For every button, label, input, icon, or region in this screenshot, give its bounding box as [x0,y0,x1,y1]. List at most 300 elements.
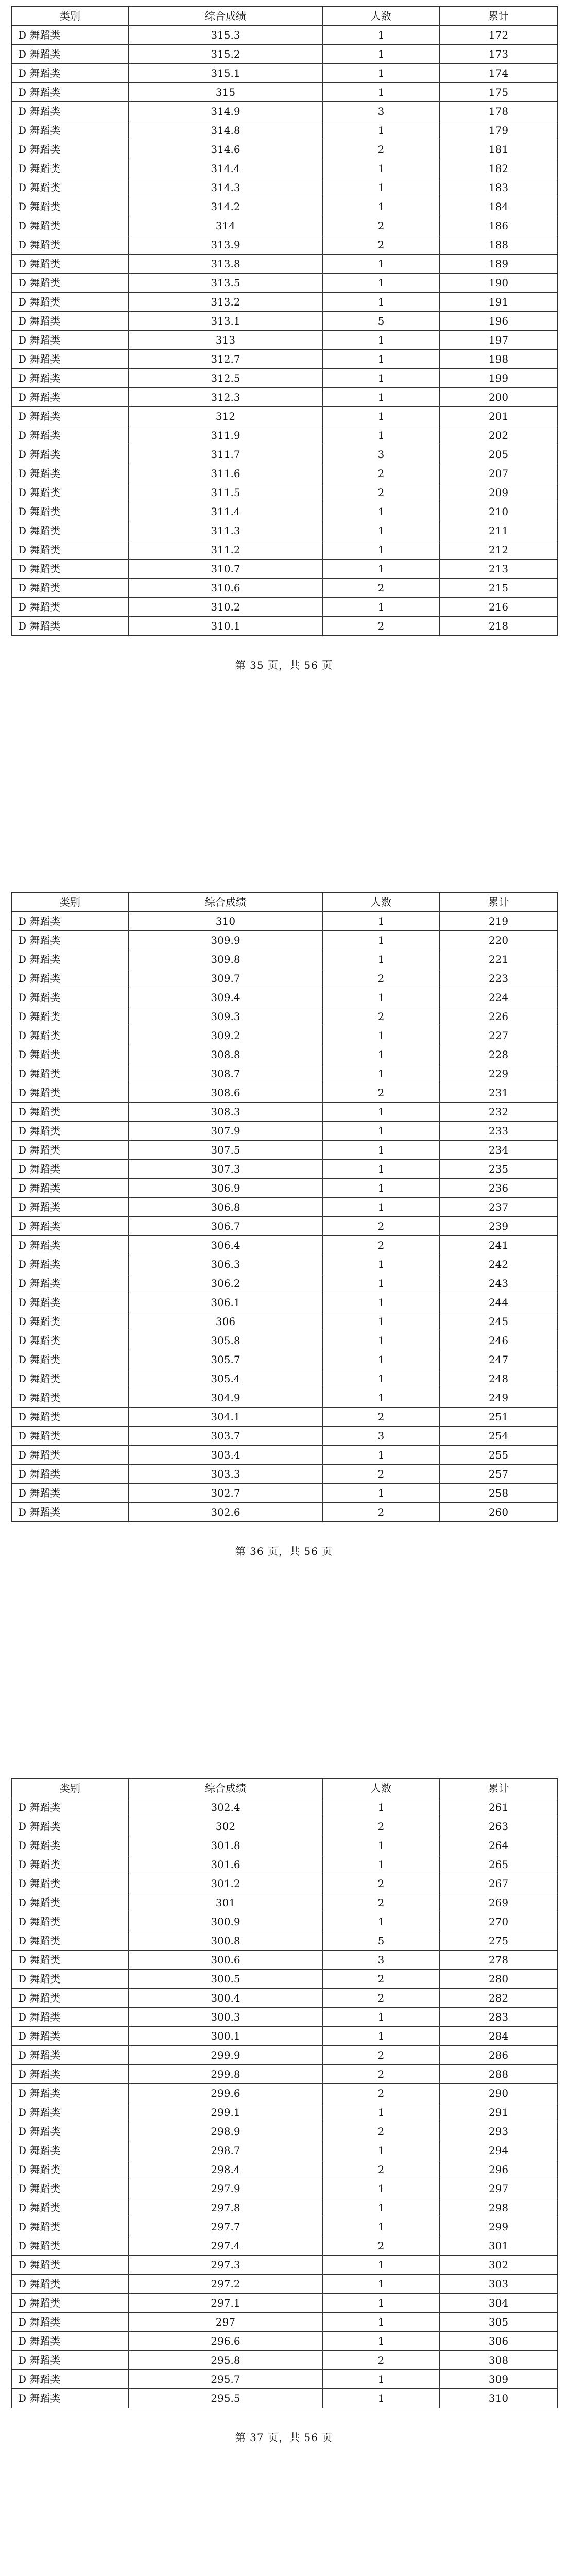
score-cell: 306 [129,1312,323,1331]
score-table [11,6,558,636]
cumulative-cell: 251 [440,1408,558,1427]
cumulative-cell: 211 [440,521,558,540]
score-cell: 300.4 [129,1989,323,2008]
category-cell: D 舞蹈类 [12,2332,129,2351]
table-row [12,521,558,540]
category-cell: D 舞蹈类 [12,312,129,331]
cumulative-cell: 288 [440,2065,558,2084]
table-body [12,912,558,1522]
count-cell: 3 [323,102,440,121]
count-cell: 5 [323,312,440,331]
cumulative-cell: 199 [440,369,558,388]
score-cell: 302.6 [129,1503,323,1522]
header-count: 人数 [323,1779,440,1798]
count-cell: 2 [323,1083,440,1103]
table-row [12,2046,558,2065]
category-cell: D 舞蹈类 [12,1503,129,1522]
score-cell: 306.7 [129,1217,323,1236]
table-row [12,1970,558,1989]
category-cell: D 舞蹈类 [12,1026,129,1045]
category-cell: D 舞蹈类 [12,1388,129,1408]
category-cell: D 舞蹈类 [12,2065,129,2084]
category-cell: D 舞蹈类 [12,950,129,969]
count-cell: 1 [323,293,440,312]
score-cell: 309.8 [129,950,323,969]
count-cell: 1 [323,121,440,140]
count-cell: 1 [323,598,440,617]
table-row [12,2008,558,2027]
table-row [12,2122,558,2141]
category-cell: D 舞蹈类 [12,1045,129,1064]
score-cell: 314.8 [129,121,323,140]
cumulative-cell: 309 [440,2370,558,2389]
count-cell: 1 [323,2294,440,2313]
score-cell: 308.8 [129,1045,323,1064]
score-cell: 299.1 [129,2103,323,2122]
cumulative-cell: 190 [440,274,558,293]
category-cell: D 舞蹈类 [12,26,129,45]
score-cell: 300.6 [129,1951,323,1970]
count-cell: 1 [323,26,440,45]
category-cell: D 舞蹈类 [12,1484,129,1503]
category-cell: D 舞蹈类 [12,255,129,274]
category-cell: D 舞蹈类 [12,1083,129,1103]
count-cell: 1 [323,2389,440,2408]
cumulative-cell: 306 [440,2332,558,2351]
count-cell: 1 [323,560,440,579]
cumulative-cell: 299 [440,2217,558,2236]
count-cell: 1 [323,331,440,350]
table-row [12,26,558,45]
count-cell: 1 [323,2370,440,2389]
category-cell: D 舞蹈类 [12,1103,129,1122]
cumulative-cell: 254 [440,1427,558,1446]
cumulative-cell: 196 [440,312,558,331]
category-cell: D 舞蹈类 [12,293,129,312]
cumulative-cell: 267 [440,1874,558,1893]
score-cell: 309.4 [129,988,323,1007]
table-row [12,407,558,426]
score-cell: 301.8 [129,1836,323,1855]
category-cell: D 舞蹈类 [12,2294,129,2313]
header-category: 类别 [12,7,129,26]
category-cell: D 舞蹈类 [12,579,129,598]
cumulative-cell: 245 [440,1312,558,1331]
score-cell: 302 [129,1817,323,1836]
table-row [12,1236,558,1255]
category-cell: D 舞蹈类 [12,2027,129,2046]
score-cell: 308.6 [129,1083,323,1103]
table-row [12,560,558,579]
score-cell: 298.4 [129,2160,323,2179]
cumulative-cell: 220 [440,931,558,950]
table-row [12,64,558,83]
cumulative-cell: 228 [440,1045,558,1064]
table-row [12,1388,558,1408]
category-cell: D 舞蹈类 [12,502,129,521]
category-cell: D 舞蹈类 [12,1141,129,1160]
table-row [12,45,558,64]
cumulative-cell: 263 [440,1817,558,1836]
category-cell: D 舞蹈类 [12,1912,129,1931]
table-row [12,579,558,598]
score-cell: 312.5 [129,369,323,388]
count-cell: 1 [323,2217,440,2236]
count-cell: 1 [323,1274,440,1293]
count-cell: 2 [323,2084,440,2103]
table-row [12,197,558,216]
table-row [12,1312,558,1331]
category-cell: D 舞蹈类 [12,1970,129,1989]
count-cell: 1 [323,2027,440,2046]
header-score: 综合成绩 [129,7,323,26]
cumulative-cell: 296 [440,2160,558,2179]
category-cell: D 舞蹈类 [12,2046,129,2065]
category-cell: D 舞蹈类 [12,1427,129,1446]
table-row [12,1045,558,1064]
table-row [12,1989,558,2008]
score-cell: 310.2 [129,598,323,617]
category-cell: D 舞蹈类 [12,1217,129,1236]
count-cell: 1 [323,350,440,369]
category-cell: D 舞蹈类 [12,969,129,988]
table-row [12,1369,558,1388]
count-cell: 2 [323,1408,440,1427]
table-row [12,1817,558,1836]
cumulative-cell: 188 [440,235,558,255]
score-cell: 308.7 [129,1064,323,1083]
count-cell: 1 [323,1026,440,1045]
category-cell: D 舞蹈类 [12,1951,129,1970]
table-row [12,1255,558,1274]
cumulative-cell: 178 [440,102,558,121]
score-cell: 314 [129,216,323,235]
table-row [12,274,558,293]
cumulative-cell: 205 [440,445,558,464]
count-cell: 1 [323,1855,440,1874]
score-cell: 309.7 [129,969,323,988]
category-cell: D 舞蹈类 [12,560,129,579]
table-row [12,1064,558,1083]
score-cell: 315.3 [129,26,323,45]
cumulative-cell: 182 [440,159,558,178]
count-cell: 2 [323,2122,440,2141]
category-cell: D 舞蹈类 [12,2008,129,2027]
cumulative-cell: 198 [440,350,558,369]
count-cell: 1 [323,1912,440,1931]
score-cell: 304.9 [129,1388,323,1408]
score-cell: 313.2 [129,293,323,312]
count-cell: 2 [323,2046,440,2065]
category-cell: D 舞蹈类 [12,274,129,293]
score-cell: 304.1 [129,1408,323,1427]
table-row [12,1198,558,1217]
count-cell: 1 [323,1293,440,1312]
cumulative-cell: 234 [440,1141,558,1160]
count-cell: 3 [323,1427,440,1446]
category-cell: D 舞蹈类 [12,2198,129,2217]
count-cell: 1 [323,1141,440,1160]
count-cell: 2 [323,1989,440,2008]
score-cell: 297.3 [129,2256,323,2275]
count-cell: 1 [323,1331,440,1350]
table-row [12,1331,558,1350]
category-cell: D 舞蹈类 [12,464,129,483]
count-cell: 1 [323,2256,440,2275]
count-cell: 1 [323,1064,440,1083]
count-cell: 1 [323,1484,440,1503]
category-cell: D 舞蹈类 [12,1369,129,1388]
table-row [12,2389,558,2408]
cumulative-cell: 201 [440,407,558,426]
cumulative-cell: 175 [440,83,558,102]
count-cell: 1 [323,45,440,64]
header-row [12,7,558,26]
category-cell: D 舞蹈类 [12,1064,129,1083]
score-cell: 314.3 [129,178,323,197]
category-cell: D 舞蹈类 [12,1255,129,1274]
cumulative-cell: 210 [440,502,558,521]
cumulative-cell: 243 [440,1274,558,1293]
cumulative-cell: 215 [440,579,558,598]
table-row [12,1408,558,1427]
count-cell: 1 [323,502,440,521]
count-cell: 1 [323,1122,440,1141]
category-cell: D 舞蹈类 [12,1312,129,1331]
header-count: 人数 [323,7,440,26]
cumulative-cell: 297 [440,2179,558,2198]
table-row [12,1951,558,1970]
score-cell: 295.5 [129,2389,323,2408]
cumulative-cell: 212 [440,540,558,560]
score-cell: 306.1 [129,1293,323,1312]
table-row [12,2160,558,2179]
count-cell: 1 [323,1103,440,1122]
category-cell: D 舞蹈类 [12,521,129,540]
table-row [12,540,558,560]
count-cell: 1 [323,1312,440,1331]
category-cell: D 舞蹈类 [12,1465,129,1484]
cumulative-cell: 184 [440,197,558,216]
cumulative-cell: 255 [440,1446,558,1465]
count-cell: 2 [323,1874,440,1893]
table-body [12,26,558,636]
category-cell: D 舞蹈类 [12,1408,129,1427]
category-cell: D 舞蹈类 [12,617,129,636]
category-cell: D 舞蹈类 [12,1798,129,1817]
table-row [12,2179,558,2198]
count-cell: 1 [323,1836,440,1855]
score-cell: 305.8 [129,1331,323,1350]
table-row [12,1798,558,1817]
count-cell: 1 [323,407,440,426]
cumulative-cell: 302 [440,2256,558,2275]
count-cell: 2 [323,969,440,988]
score-cell: 295.8 [129,2351,323,2370]
count-cell: 1 [323,912,440,931]
table-row [12,293,558,312]
cumulative-cell: 216 [440,598,558,617]
table-row [12,369,558,388]
score-cell: 314.2 [129,197,323,216]
table-row [12,2370,558,2389]
header-row [12,893,558,912]
category-cell: D 舞蹈类 [12,1160,129,1179]
score-cell: 300.1 [129,2027,323,2046]
table-row [12,2294,558,2313]
category-cell: D 舞蹈类 [12,912,129,931]
score-cell: 313.1 [129,312,323,331]
count-cell: 1 [323,2008,440,2027]
cumulative-cell: 248 [440,1369,558,1388]
table-row [12,2141,558,2160]
table-row [12,331,558,350]
category-cell: D 舞蹈类 [12,331,129,350]
category-cell: D 舞蹈类 [12,197,129,216]
category-cell: D 舞蹈类 [12,1446,129,1465]
table-row [12,2236,558,2256]
category-cell: D 舞蹈类 [12,1293,129,1312]
cumulative-cell: 270 [440,1912,558,1931]
score-cell: 312.3 [129,388,323,407]
score-cell: 312 [129,407,323,426]
cumulative-cell: 298 [440,2198,558,2217]
cumulative-cell: 237 [440,1198,558,1217]
cumulative-cell: 294 [440,2141,558,2160]
category-cell: D 舞蹈类 [12,1274,129,1293]
count-cell: 2 [323,464,440,483]
cumulative-cell: 301 [440,2236,558,2256]
score-cell: 306.2 [129,1274,323,1293]
category-cell: D 舞蹈类 [12,2103,129,2122]
cumulative-cell: 305 [440,2313,558,2332]
cumulative-cell: 200 [440,388,558,407]
table-row [12,2027,558,2046]
count-cell: 1 [323,1350,440,1369]
score-cell: 313.8 [129,255,323,274]
score-cell: 303.7 [129,1427,323,1446]
score-cell: 297.1 [129,2294,323,2313]
score-cell: 305.4 [129,1369,323,1388]
cumulative-cell: 218 [440,617,558,636]
cumulative-cell: 181 [440,140,558,159]
category-cell: D 舞蹈类 [12,1350,129,1369]
category-cell: D 舞蹈类 [12,1817,129,1836]
cumulative-cell: 282 [440,1989,558,2008]
score-cell: 315.2 [129,45,323,64]
table-row [12,1083,558,1103]
cumulative-cell: 275 [440,1931,558,1951]
cumulative-cell: 284 [440,2027,558,2046]
category-cell: D 舞蹈类 [12,540,129,560]
score-cell: 298.7 [129,2141,323,2160]
cumulative-cell: 257 [440,1465,558,1484]
score-cell: 300.3 [129,2008,323,2027]
category-cell: D 舞蹈类 [12,45,129,64]
cumulative-cell: 173 [440,45,558,64]
score-table [11,1778,558,2408]
cumulative-cell: 233 [440,1122,558,1141]
header-row [12,1779,558,1798]
count-cell: 1 [323,197,440,216]
score-cell: 314.6 [129,140,323,159]
header-cumulative: 累计 [440,1779,558,1798]
table-row [12,350,558,369]
score-cell: 310.1 [129,617,323,636]
cumulative-cell: 191 [440,293,558,312]
count-cell: 2 [323,1007,440,1026]
table-header [12,1779,558,1798]
table-row [12,140,558,159]
table-row [12,255,558,274]
cumulative-cell: 231 [440,1083,558,1103]
cumulative-cell: 235 [440,1160,558,1179]
table-row [12,1465,558,1484]
score-cell: 302.4 [129,1798,323,1817]
count-cell: 2 [323,2236,440,2256]
count-cell: 1 [323,1160,440,1179]
category-cell: D 舞蹈类 [12,426,129,445]
category-cell: D 舞蹈类 [12,1236,129,1255]
table-row [12,988,558,1007]
score-cell: 311.3 [129,521,323,540]
category-cell: D 舞蹈类 [12,2179,129,2198]
score-cell: 309.2 [129,1026,323,1045]
table-row [12,1274,558,1293]
table-row [12,2217,558,2236]
cumulative-cell: 209 [440,483,558,502]
count-cell: 1 [323,931,440,950]
count-cell: 1 [323,950,440,969]
cumulative-cell: 223 [440,969,558,988]
count-cell: 1 [323,988,440,1007]
score-cell: 307.5 [129,1141,323,1160]
score-cell: 308.3 [129,1103,323,1122]
table-row [12,1122,558,1141]
header-cumulative: 累计 [440,893,558,912]
count-cell: 1 [323,2179,440,2198]
table-row [12,598,558,617]
cumulative-cell: 260 [440,1503,558,1522]
score-cell: 305.7 [129,1350,323,1369]
score-cell: 315 [129,83,323,102]
count-cell: 3 [323,1951,440,1970]
count-cell: 1 [323,540,440,560]
table-header [12,7,558,26]
score-cell: 313.5 [129,274,323,293]
table-row [12,2313,558,2332]
score-cell: 297.7 [129,2217,323,2236]
score-cell: 311.9 [129,426,323,445]
table-row [12,502,558,521]
score-cell: 315.1 [129,64,323,83]
count-cell: 5 [323,1931,440,1951]
table-row [12,235,558,255]
count-cell: 2 [323,1817,440,1836]
score-cell: 300.5 [129,1970,323,1989]
table-row [12,617,558,636]
count-cell: 1 [323,1198,440,1217]
table-row [12,912,558,931]
table-row [12,159,558,178]
score-cell: 309.3 [129,1007,323,1026]
cumulative-cell: 224 [440,988,558,1007]
category-cell: D 舞蹈类 [12,369,129,388]
cumulative-cell: 197 [440,331,558,350]
count-cell: 2 [323,617,440,636]
category-cell: D 舞蹈类 [12,2370,129,2389]
table-row [12,1931,558,1951]
